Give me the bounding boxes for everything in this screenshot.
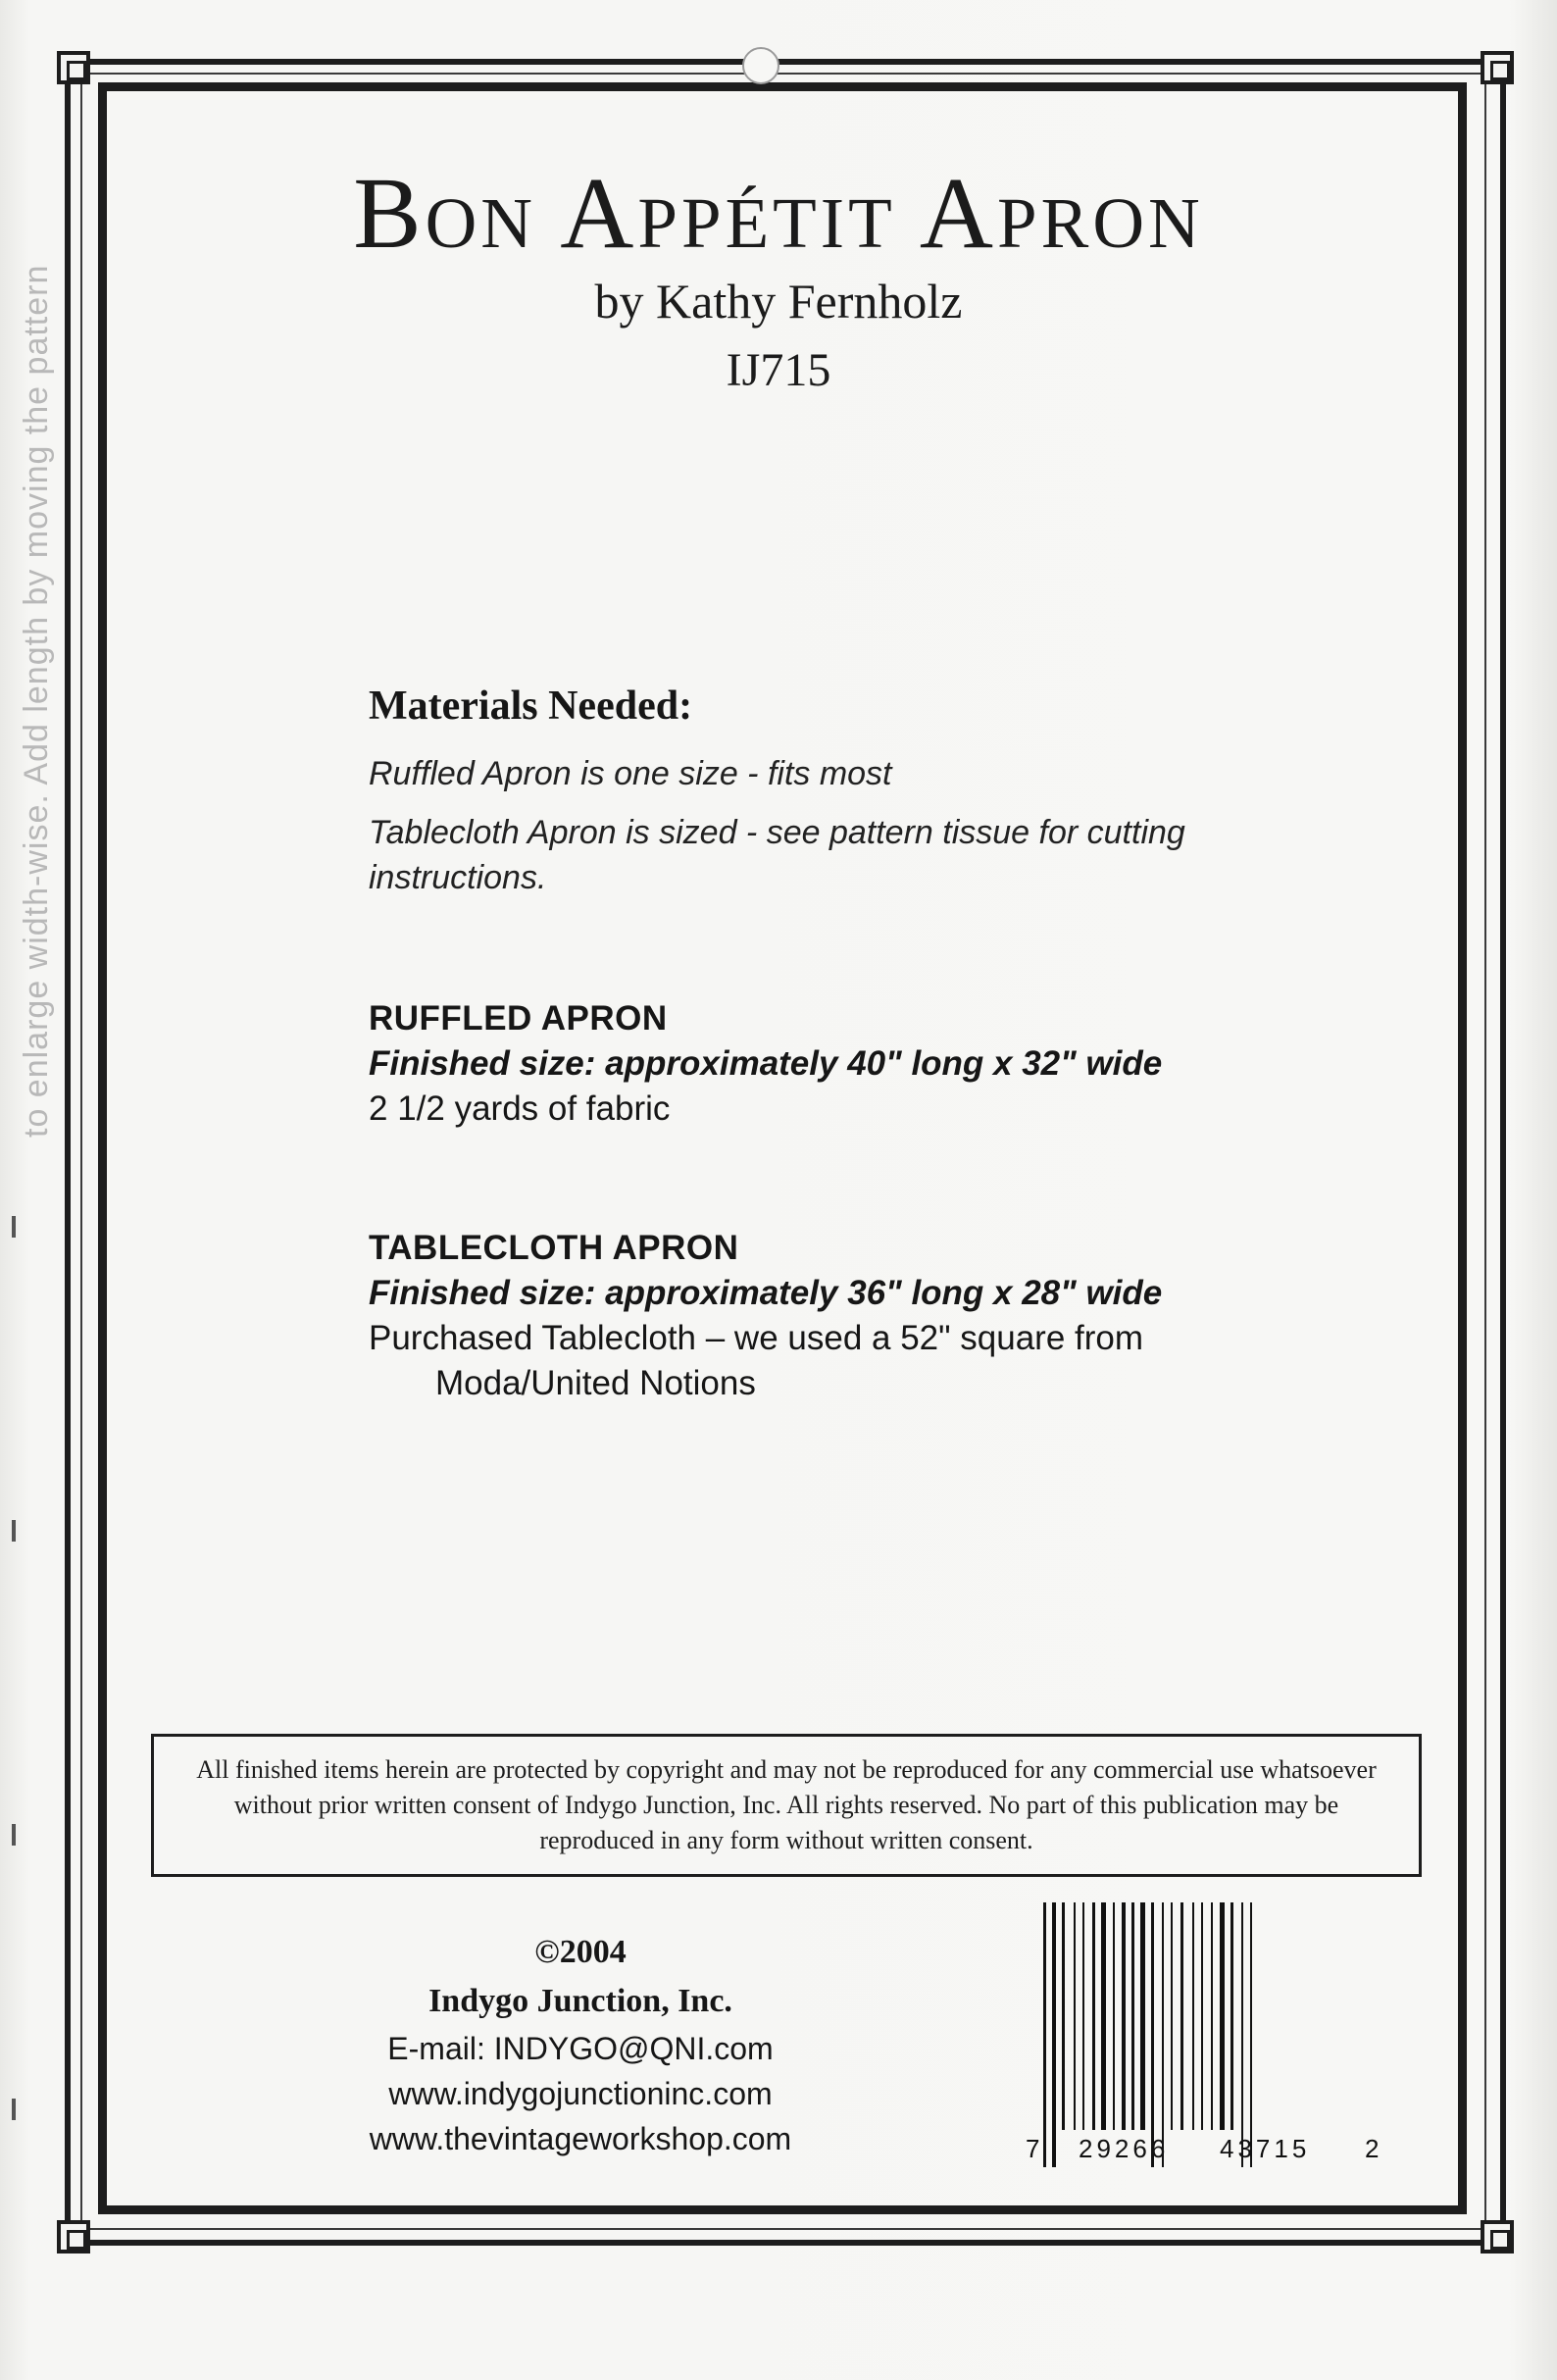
barcode-bar [1052, 1902, 1056, 2167]
barcode-bar [1101, 1902, 1106, 2130]
edge-tick-mark [12, 1216, 16, 1238]
materials-section [369, 683, 1251, 914]
barcode-bar [1250, 1902, 1252, 2167]
pattern-code: IJ715 [726, 344, 831, 396]
decorative-frame-inner [98, 82, 1467, 2214]
frame-corner-ornament-bottom-right [1481, 2220, 1514, 2253]
barcode-bar [1113, 1902, 1115, 2130]
barcode-bar [1241, 1902, 1243, 2167]
ruffled-apron-title: RUFFLED APRON [369, 999, 668, 1038]
barcode-digits-right: 43715 [1220, 2134, 1311, 2163]
ruffled-apron-section [369, 996, 1310, 1132]
barcode-bar [1192, 1902, 1194, 2130]
barcode-bar [1162, 1902, 1164, 2167]
barcode-bar [1171, 1902, 1173, 2130]
publisher-block [306, 1928, 855, 2161]
tablecloth-apron-size: Finished size: approximately 36" long x 28" wide [369, 1274, 1163, 1312]
edge-tick-mark [12, 1824, 16, 1846]
barcode-bar [1140, 1902, 1145, 2130]
barcode-bar [1231, 1902, 1233, 2130]
copyright-notice-text: All finished items herein are protected by copyright and may not be reproduced for any commercial use whatsoever without prior written consent of Indygo Junction, Inc. All rights reserved. No part of this publication may be reproduced in any form without written consent. [196, 1755, 1377, 1854]
frame-corner-ornament-top-right [1481, 51, 1514, 84]
barcode-bar [1220, 1902, 1225, 2130]
barcode-bar [1180, 1902, 1183, 2130]
hang-hole [742, 47, 779, 84]
barcode-bar [1092, 1902, 1095, 2130]
materials-heading: Materials Needed: [369, 684, 693, 729]
barcode-bar [1201, 1902, 1203, 2130]
barcode-bar [1082, 1902, 1084, 2130]
frame-corner-ornament-bottom-left [57, 2220, 90, 2253]
tablecloth-apron-requirement: Purchased Tablecloth – we used a 52" square from [369, 1319, 1144, 1357]
edge-tick-mark [12, 2099, 16, 2120]
copyright-notice-box [151, 1734, 1422, 1877]
copyright-year: ©2004 [534, 1934, 627, 1970]
ruffled-apron-requirement: 2 1/2 yards of fabric [369, 1089, 671, 1128]
barcode-digit-prefix: 7 [1026, 2134, 1040, 2163]
materials-line: Ruffled Apron is one size - fits most [369, 755, 892, 792]
barcode-bar [1151, 1902, 1154, 2167]
designer-byline: by Kathy Fernholz [594, 274, 963, 329]
upc-barcode [1026, 1902, 1379, 2167]
publisher-website: www.indygojunctioninc.com [388, 2076, 773, 2111]
barcode-bar [1122, 1902, 1126, 2130]
barcode-digit-check: 2 [1365, 2134, 1380, 2163]
barcode-bar [1074, 1902, 1076, 2130]
publisher-email: E-mail: INDYGO@QNI.com [387, 2031, 774, 2066]
barcode-bar [1131, 1902, 1134, 2130]
pattern-title: Bon Appétit Apron [353, 157, 1204, 270]
show-through-text: to enlarge width-wise. Add length by moving the pattern [18, 264, 55, 1138]
ruffled-apron-size: Finished size: approximately 40" long x 32" wide [369, 1044, 1163, 1083]
tablecloth-apron-title: TABLECLOTH APRON [369, 1229, 739, 1267]
publisher-website: www.thevintageworkshop.com [369, 2121, 792, 2156]
frame-corner-ornament-top-left [57, 51, 90, 84]
barcode-bar [1062, 1902, 1065, 2130]
barcode-bar [1211, 1902, 1213, 2130]
edge-tick-mark [12, 1520, 16, 1542]
tablecloth-apron-requirement: Moda/United Notions [435, 1364, 756, 1402]
tablecloth-apron-section [369, 1226, 1310, 1406]
publisher-name: Indygo Junction, Inc. [428, 1983, 732, 2019]
barcode-bar [1043, 1902, 1046, 2167]
barcode-digits-left: 29266 [1079, 2134, 1170, 2163]
materials-line: Tablecloth Apron is sized - see pattern tissue for cutting instructions. [369, 814, 1185, 896]
